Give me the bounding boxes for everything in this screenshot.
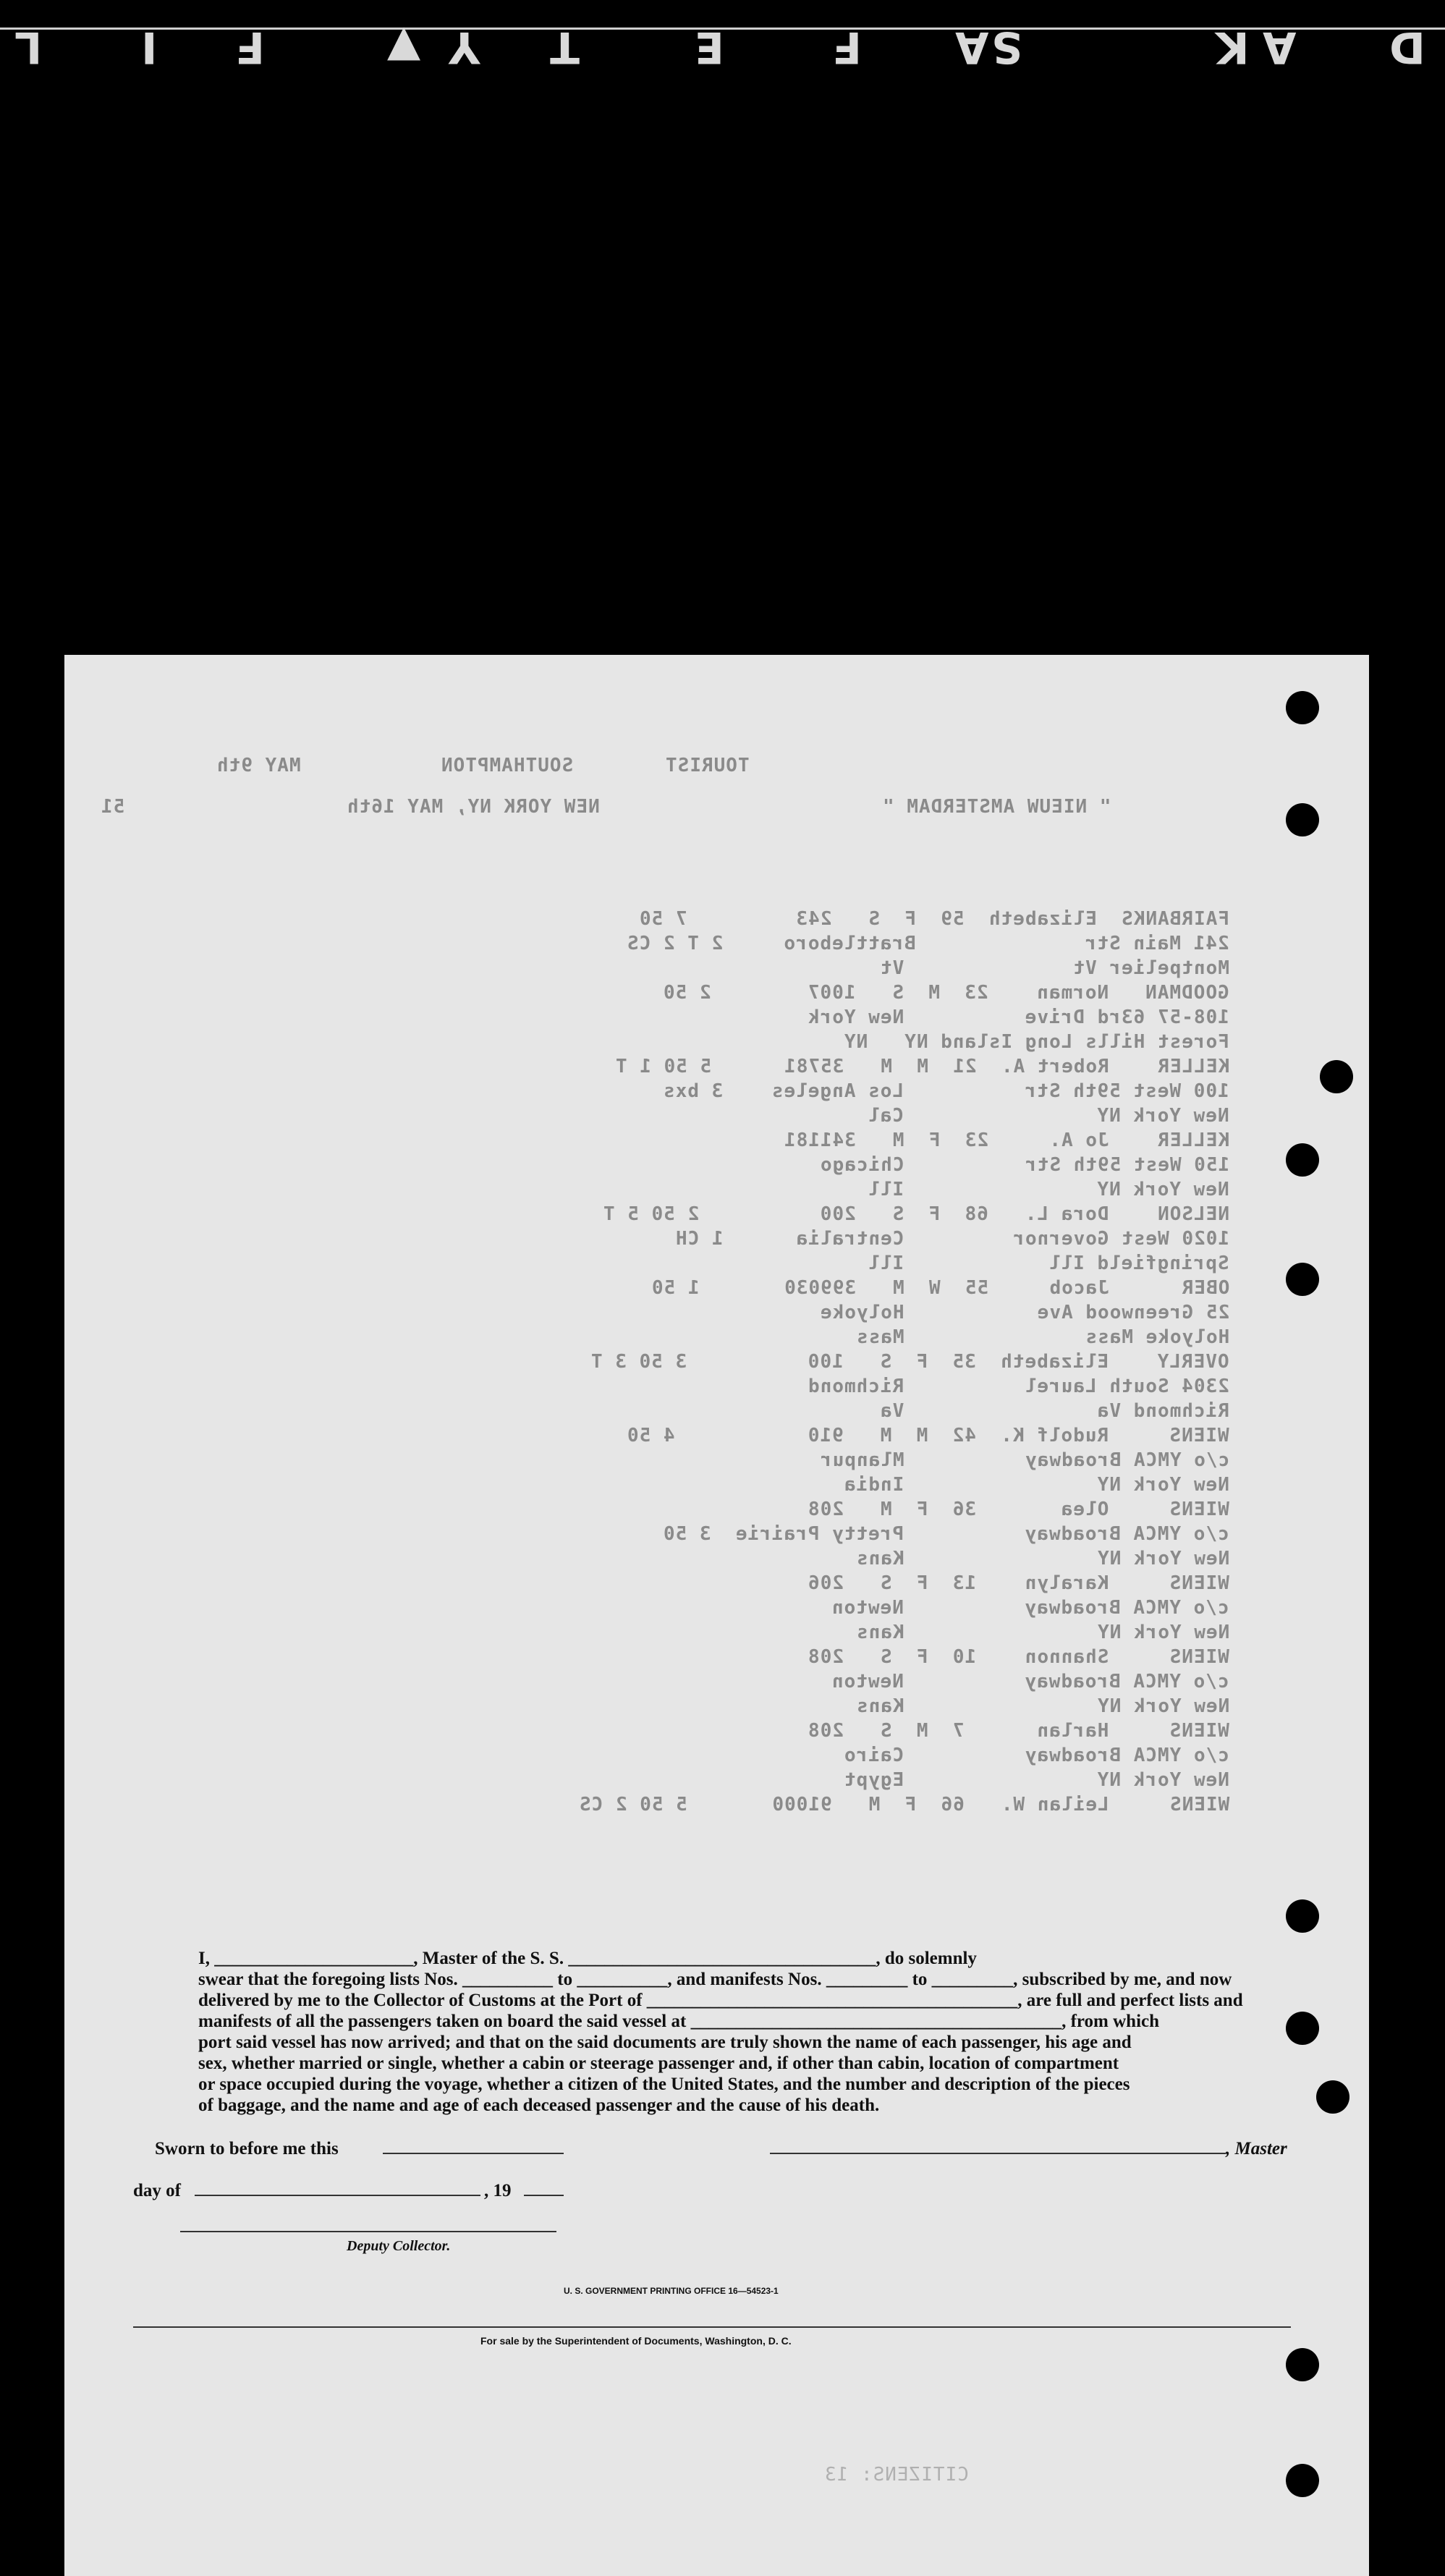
header-date-departed: MAY 9th bbox=[216, 755, 301, 776]
citizens-count: CITIZENS: 13 bbox=[824, 2464, 969, 2486]
film-letter: K bbox=[1216, 22, 1250, 72]
film-letter: L bbox=[14, 22, 43, 72]
film-strip bbox=[0, 0, 1445, 80]
deputy-label: Deputy Collector. bbox=[347, 2238, 451, 2254]
punch-hole bbox=[1286, 2348, 1319, 2381]
oath-line: delivered by me to the Collector of Customs at the Port of _________________________________________, are full and perfect lists and bbox=[198, 1991, 1243, 2010]
header-year: 51 bbox=[101, 796, 125, 818]
manifest-row: 241 Main Str Brattleboro 2 T 2 CS bbox=[627, 933, 1229, 954]
manifest-row: c/o YMCA Broadway Cairo bbox=[844, 1745, 1229, 1766]
manifest-row: c/o YMCA Broadway Mlanpur bbox=[819, 1449, 1229, 1471]
manifest-row: c/o YMCA Broadway Newton bbox=[831, 1597, 1229, 1619]
punch-hole bbox=[1286, 1143, 1319, 1177]
manifest-row: 2304 South Laurel Richmond bbox=[808, 1376, 1229, 1397]
manifest-row: 108-57 63rd Drive New York bbox=[808, 1007, 1229, 1028]
oath-line: port said vessel has now arrived; and that on the said documents are truly shown the name of each passenger, his age and bbox=[198, 2033, 1132, 2052]
film-letter: F bbox=[832, 22, 862, 72]
manifest-row: Forest Hills Long Island NY NY bbox=[844, 1031, 1229, 1053]
manifest-row: OBER Jacob 55 W M 399030 1 50 bbox=[651, 1277, 1229, 1299]
film-letter: E bbox=[695, 22, 724, 72]
footer-rule bbox=[133, 2326, 1291, 2328]
film-letter: S bbox=[991, 22, 1023, 72]
manifest-row: Springfield Ill Ill bbox=[868, 1253, 1229, 1274]
film-letter: ▼ bbox=[387, 22, 421, 72]
manifest-row: WIENS Karalyn 13 F S 206 bbox=[808, 1572, 1229, 1594]
manifest-row: KELLER Robert A. 21 M M 35781 5 50 1 T bbox=[614, 1056, 1229, 1077]
manifest-row: Holyoke Mass Mass bbox=[855, 1326, 1229, 1348]
oath-line: I, ______________________, Master of the S. S. __________________________________, do solemnly bbox=[198, 1949, 977, 1968]
manifest-row: WIENS Rudolf K. 42 M M 910 4 50 bbox=[627, 1425, 1229, 1446]
day-line bbox=[195, 2195, 480, 2196]
manifest-row: New York NY Kans bbox=[855, 1622, 1229, 1643]
oath-line: sex, whether married or single, whether a cabin or steerage passenger and, if other than cabin, location of compartment bbox=[198, 2054, 1119, 2073]
manifest-row: 1020 West Governor Centralia 1 CH bbox=[674, 1228, 1229, 1250]
manifest-row: New York NY Ill bbox=[868, 1179, 1229, 1200]
manifest-row: NELSON Dora L. 68 F S 200 2 50 5 T bbox=[603, 1203, 1229, 1225]
day-of-label: day of bbox=[133, 2181, 181, 2200]
header-port-departed: SOUTHAMPTON bbox=[441, 755, 574, 776]
sworn-label: Sworn to before me this bbox=[155, 2139, 339, 2158]
manifest-row: Richmond Va Va bbox=[880, 1400, 1229, 1422]
header-class: TOURIST bbox=[665, 755, 750, 776]
film-letter: D bbox=[1389, 22, 1425, 72]
punch-hole bbox=[1286, 691, 1319, 724]
oath-line: swear that the foregoing lists Nos. __________ to __________, and manifests Nos. _________ to _________, subscribed by me, and now bbox=[198, 1970, 1232, 1989]
manifest-row: OVERLY Elizabeth 35 F S 100 3 50 3 T bbox=[590, 1351, 1229, 1373]
punch-hole bbox=[1316, 2080, 1349, 2114]
film-letter: I bbox=[141, 22, 158, 72]
manifest-row: c/o YMCA Broadway Newton bbox=[831, 1671, 1229, 1692]
manifest-row: New York NY Kans bbox=[855, 1695, 1229, 1717]
manifest-row: WIENS Olea 36 F M 208 bbox=[808, 1499, 1229, 1520]
punch-hole bbox=[1286, 1263, 1319, 1296]
film-letter: A bbox=[1263, 22, 1297, 72]
film-letter: T bbox=[550, 22, 580, 72]
manifest-row: 150 West 59th Str Chicago bbox=[819, 1154, 1229, 1176]
for-sale-note: For sale by the Superintendent of Documents, Washington, D. C. bbox=[480, 2335, 792, 2347]
printing-office-note: U. S. GOVERNMENT PRINTING OFFICE 16—54523-1 bbox=[564, 2286, 779, 2296]
sworn-date-line bbox=[383, 2153, 564, 2154]
manifest-row: WIENS Harlan 7 M S 208 bbox=[808, 1720, 1229, 1742]
film-letter: Y bbox=[449, 22, 480, 72]
oath-line: of baggage, and the name and age of each deceased passenger and the cause of his death. bbox=[198, 2096, 880, 2115]
manifest-row: New York NY Kans bbox=[855, 1548, 1229, 1569]
master-label: , Master bbox=[1226, 2139, 1287, 2158]
manifest-row: 25 Greenwood Ave Holyoke bbox=[819, 1302, 1229, 1323]
manifest-row: KELLER Jo A. 23 F M 341181 bbox=[783, 1130, 1229, 1151]
punch-hole bbox=[1286, 803, 1319, 836]
film-letter: A bbox=[955, 22, 989, 72]
manifest-row: New York NY Cal bbox=[868, 1105, 1229, 1127]
manifest-page bbox=[64, 655, 1369, 2576]
header-arrival: NEW YORK NY, MAY 16th bbox=[347, 796, 600, 818]
film-letter: F bbox=[235, 22, 265, 72]
oath-line: manifests of all the passengers taken on board the said vessel at _________________________________________, from which bbox=[198, 2012, 1160, 2031]
manifest-row: New York NY Egypt bbox=[844, 1769, 1229, 1791]
punch-hole bbox=[1286, 2464, 1319, 2497]
manifest-row: Montpelier Vt Vt bbox=[880, 957, 1229, 979]
oath-line: or space occupied during the voyage, whether a citizen of the United States, and the number and description of the pieces bbox=[198, 2075, 1130, 2094]
year-prefix: , 19 bbox=[484, 2181, 512, 2200]
manifest-row: FAIRBANKS Elizabeth 59 F S 243 7 50 bbox=[638, 908, 1229, 930]
manifest-row: c/o YMCA Broadway Pretty Prairie 3 50 bbox=[663, 1523, 1229, 1545]
deputy-signature-line bbox=[180, 2231, 556, 2232]
manifest-row: WIENS Leilan W. 66 F M 91000 5 50 2 CS bbox=[578, 1794, 1229, 1816]
year-line bbox=[524, 2195, 564, 2196]
manifest-row: New York NY India bbox=[844, 1474, 1229, 1496]
manifest-row: 100 West 59th Str Los Angeles 3 bxs bbox=[663, 1080, 1229, 1102]
manifest-row: GOODMAN Norman 23 M S 1007 2 50 bbox=[663, 982, 1229, 1004]
master-signature-line bbox=[770, 2153, 1226, 2154]
header-vessel: " NIEUW AMSTERDAM " bbox=[882, 796, 1111, 818]
punch-hole bbox=[1320, 1060, 1353, 1093]
manifest-row: WIENS Shannon 10 F S 208 bbox=[808, 1646, 1229, 1668]
punch-hole bbox=[1286, 1899, 1319, 1933]
